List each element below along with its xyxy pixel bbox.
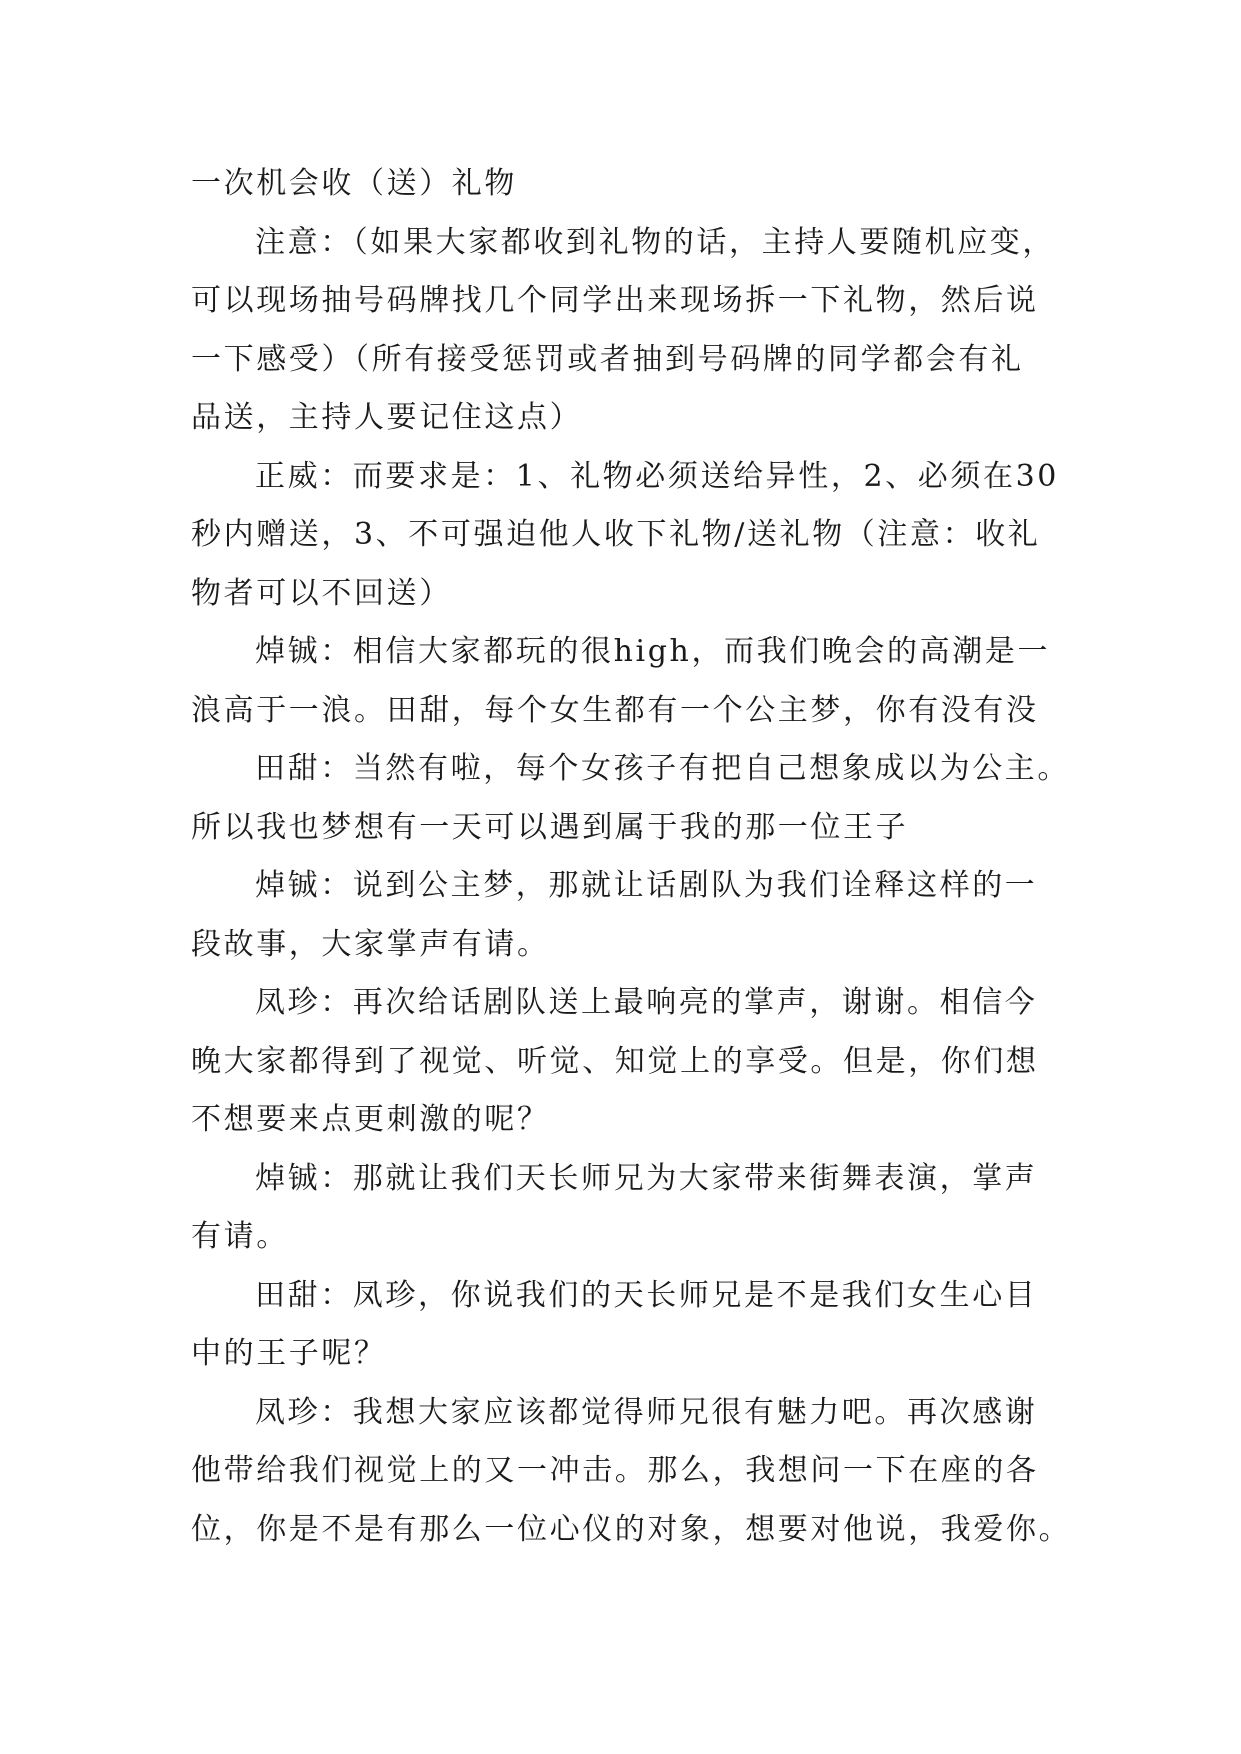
text-line: 可以现场抽号码牌找几个同学出来现场拆一下礼物，然后说 xyxy=(191,283,1039,318)
text-line: 物者可以不回送） xyxy=(191,575,452,611)
text-line: 凤珍：再次给话剧队送上最响亮的掌声，谢谢。相信今 xyxy=(255,985,1038,1020)
text-line: 一次机会收（送）礼物 xyxy=(191,166,517,201)
text-line: 晚大家都得到了视觉、听觉、知觉上的享受。但是，你们想 xyxy=(191,1043,1039,1079)
text-line: 中的王子呢？ xyxy=(191,1336,387,1371)
text-line: 焯铖：说到公主梦，那就让话剧队为我们诠释这样的一 xyxy=(255,868,1038,903)
text-line: 品送，主持人要记住这点） xyxy=(191,400,583,435)
text-line: 秒内赠送，3、不可强迫他人收下礼物/送礼物（注意：收礼 xyxy=(191,517,1041,552)
text-line: 焯铖：相信大家都玩的很high，而我们晚会的高潮是一 xyxy=(255,634,1051,669)
text-line: 焯铖：那就让我们天长师兄为大家带来街舞表演，掌声 xyxy=(255,1160,1038,1196)
document-body xyxy=(191,155,1072,1559)
text-line: 所以我也梦想有一天可以遇到属于我的那一位王子 xyxy=(191,809,909,845)
text-line: 有请。 xyxy=(191,1219,289,1254)
text-line: 田甜：凤珍，你说我们的天长师兄是不是我们女生心目 xyxy=(255,1277,1038,1313)
text-line: 田甜：当然有啦，每个女孩子有把自己想象成以为公主。 xyxy=(255,751,1070,786)
text-line: 浪高于一浪。田甜，每个女生都有一个公主梦，你有没有没 xyxy=(191,692,1039,728)
text-line: 正威：而要求是：1、礼物必须送给异性，2、必须在30 xyxy=(255,458,1059,494)
text-line: 一下感受）（所有接受惩罚或者抽到号码牌的同学都会有礼 xyxy=(191,341,1024,377)
text-line: 注意：（如果大家都收到礼物的话，主持人要随机应变， xyxy=(255,224,1055,260)
text-line: 不想要来点更刺激的呢？ xyxy=(191,1102,550,1137)
text-line: 凤珍：我想大家应该都觉得师兄很有魅力吧。再次感谢 xyxy=(255,1394,1038,1430)
text-line: 位，你是不是有那么一位心仪的对象，想要对他说，我爱你。 xyxy=(191,1511,1072,1547)
text-line: 段故事，大家掌声有请。 xyxy=(191,926,550,962)
text-line: 他带给我们视觉上的又一冲击。那么，我想问一下在座的各 xyxy=(191,1453,1039,1488)
